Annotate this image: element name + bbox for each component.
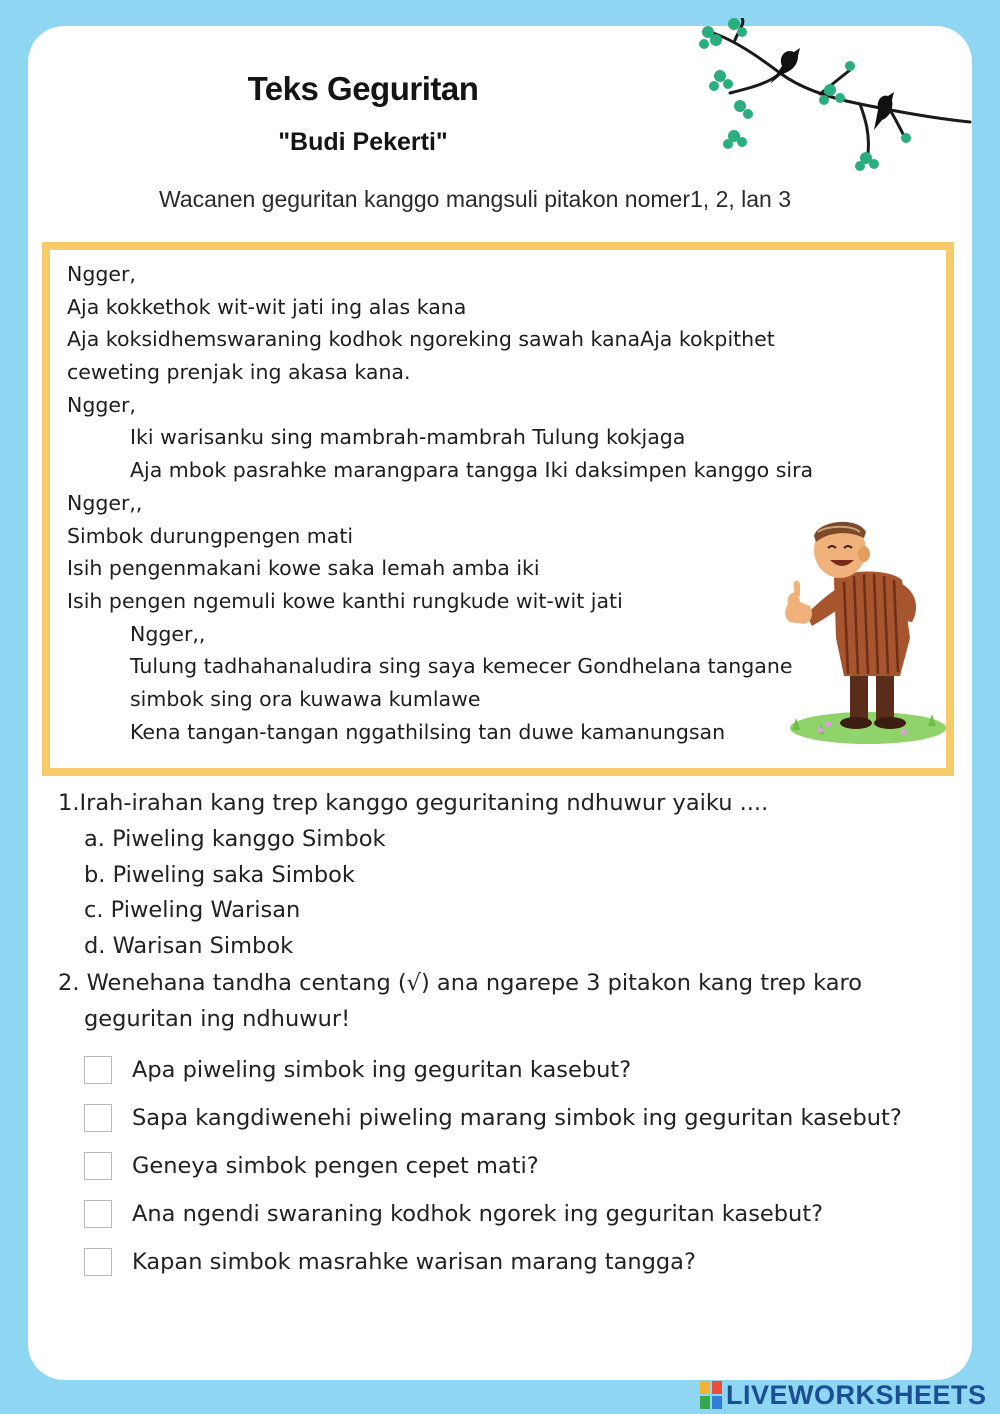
poem-line: Aja koksidhemswaraning kodhok ngoreking sawah kanaAja kokpithet <box>67 327 775 352</box>
checkbox[interactable] <box>84 1104 112 1132</box>
instruction-text: Wacanen geguritan kanggo mangsuli pitakon nomer1, 2, lan 3 <box>158 186 792 212</box>
checkbox-label: Geneya simbok pengen cepet mati? <box>132 1153 539 1179</box>
question-1-text: 1.Irah-irahan kang trep kanggo geguritaning ndhuwur yaiku .... <box>58 790 769 816</box>
poem-line: Tulung tadhahanaludira sing saya kemecer Gondhelana tangane <box>130 654 793 679</box>
checkbox-label: Kapan simbok masrahke warisan marang tangga? <box>132 1249 696 1275</box>
checkbox[interactable] <box>84 1056 112 1084</box>
poem-line: Ngger, <box>67 262 136 286</box>
branch-birds-illustration <box>690 18 975 178</box>
checkbox-item <box>84 1190 964 1238</box>
poem-line: Aja mbok pasrahke marangpara tangga Iki daksimpen kanggo sira <box>130 458 814 483</box>
poem-line: Ngger,, <box>67 490 143 515</box>
question-2-text <box>58 965 958 1037</box>
question-1-option-b: b. Piweling saka Simbok <box>84 861 355 888</box>
page-title: Teks Geguritan <box>247 70 479 107</box>
poem-line: simbok sing ora kuwawa kumlawe <box>130 686 481 711</box>
poem-line: ceweting prenjak ing akasa kana. <box>67 360 411 385</box>
checkbox[interactable] <box>84 1248 112 1276</box>
question-section <box>58 786 958 1037</box>
man-thumbs-up-illustration <box>778 518 946 744</box>
poem-line: Isih pengen ngemuli kowe kanthi rungkude wit-wit jati <box>67 588 623 613</box>
poem-line: Kena tangan-tangan nggathilsing tan duwe kamanungsan <box>130 719 726 744</box>
checkbox-label: Ana ngendi swaraning kodhok ngorek ing geguritan kasebut? <box>132 1201 824 1227</box>
checkbox-list <box>84 1046 964 1286</box>
liveworksheets-brand-text: LIVEWORKSHEETS <box>726 1379 987 1410</box>
question-1-option-d: d. Warisan Simbok <box>84 933 294 960</box>
poem-title: "Budi Pekerti" <box>278 128 448 156</box>
checkbox[interactable] <box>84 1152 112 1180</box>
poem-line: Iki warisanku sing mambrah-mambrah Tulung kokjaga <box>130 425 686 450</box>
checkbox-label: Apa piweling simbok ing geguritan kasebut? <box>132 1057 632 1083</box>
checkbox[interactable] <box>84 1200 112 1228</box>
question-2-line-2: geguritan ing ndhuwur! <box>84 1005 351 1032</box>
checkbox-label: Sapa kangdiwenehi piweling marang simbok ing geguritan kasebut? <box>132 1105 902 1131</box>
poem-line: Ngger,, <box>130 621 206 646</box>
question-1-option-c: c. Piweling Warisan <box>84 897 301 924</box>
poem-line: Ngger, <box>67 392 136 417</box>
checkbox-item <box>84 1094 964 1142</box>
poem-line: Simbok durungpengen mati <box>67 523 354 548</box>
question-1-option-a: a. Piweling kanggo Simbok <box>84 825 386 852</box>
poem-line: Aja kokkethok wit-wit jati ing alas kana <box>67 294 467 319</box>
checkbox-item <box>84 1238 964 1286</box>
liveworksheets-logo[interactable] <box>700 1378 987 1412</box>
poem-line: Isih pengenmakani kowe saka lemah amba iki <box>67 556 540 581</box>
liveworksheets-mark-icon <box>700 1381 722 1409</box>
checkbox-item <box>84 1142 964 1190</box>
poem-text <box>67 258 867 748</box>
question-2-line-1: 2. Wenehana tandha centang (√) ana ngarepe 3 pitakon kang trep karo <box>58 969 863 996</box>
checkbox-item <box>84 1046 964 1094</box>
